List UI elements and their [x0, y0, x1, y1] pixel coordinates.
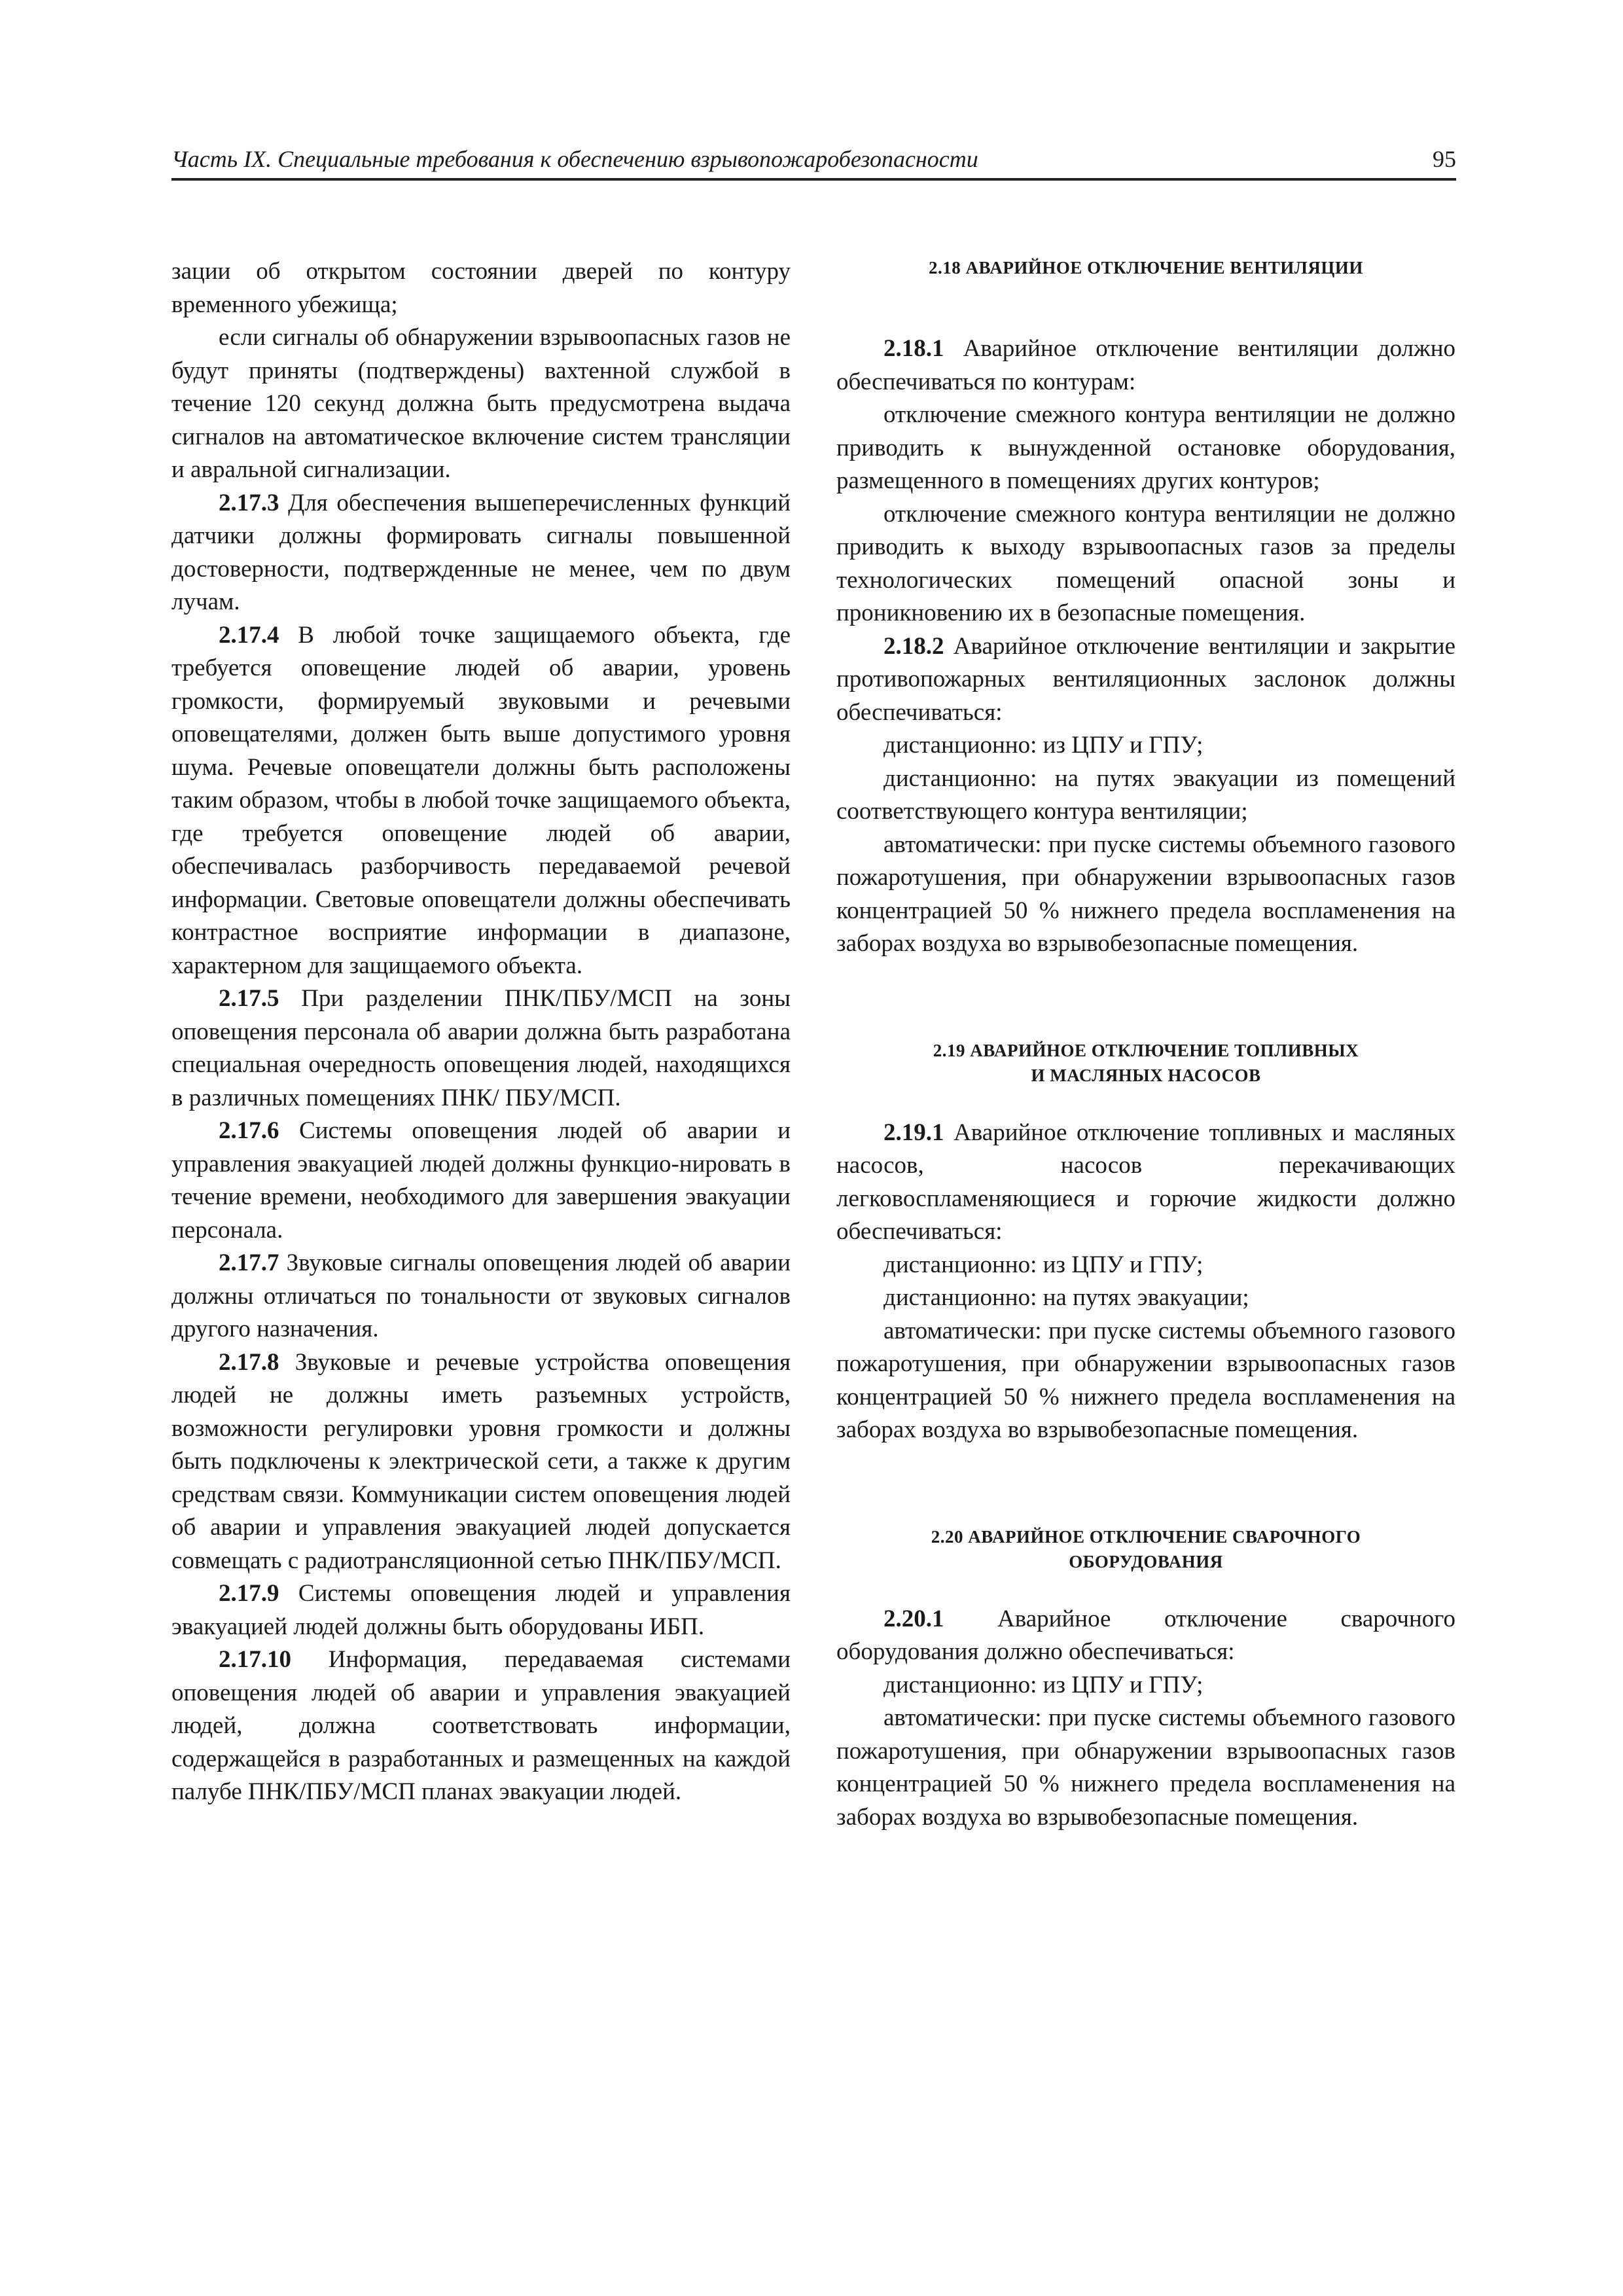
paragraph: автоматически: при пуске системы объемного газового пожаротушения, при обнаружении взрывоопасных газов концентрацией 50 % нижнего предела воспламенения на заборах воздуха во взрывобезопасные помещения.: [836, 1317, 1455, 1443]
paragraph: дистанционно: из ЦПУ и ГПУ;: [883, 1671, 1204, 1698]
clause-2-17-8: 2.17.8 Звуковые и речевые устройства оповещения людей не должны иметь разъемных устройств, возможности регулировки уровня громкости и должны быть подключены к электрической сети, а также к другим средствам связи. Коммуникации систем оповещения людей об аварии и управления эвакуацией людей допускается совмещать с радиотрансляционной сетью ПНК/ПБУ/МСП.: [171, 1348, 791, 1574]
header-rule: [171, 178, 1456, 181]
paragraph: если сигналы об обнаружении взрывоопасных газов не будут приняты (подтверждены) вахтенной службой в течение 120 секунд должна быть предусмотрена выдача сигналов на автоматическое включение систем трансляции и авральной сигнализации.: [171, 324, 791, 483]
clause-2-18-1: 2.18.1 Аварийное отключение вентиляции должно обеспечиваться по контурам:: [836, 335, 1455, 395]
section-title-2-18: 2.18 АВАРИЙНОЕ ОТКЛЮЧЕНИЕ ВЕНТИЛЯЦИИ: [929, 258, 1363, 278]
paragraph: дистанционно: из ЦПУ и ГПУ;: [883, 732, 1204, 759]
section-title-2-20: 2.20 АВАРИЙНОЕ ОТКЛЮЧЕНИЕ СВАРОЧНОГО ОБОРУДОВАНИЯ: [931, 1526, 1361, 1571]
clause-2-17-9: 2.17.9 Системы оповещения людей и управления эвакуацией людей должны быть оборудованы ИБП.: [171, 1580, 791, 1640]
clause-2-17-4: 2.17.4 В любой точке защищаемого объекта, где требуется оповещение людей об аварии, уровень громкости, формируемый звуковыми и речевыми оповещателями, должен быть выше допустимого уровня шума. Речевые оповещатели должны быть расположены таким образом, чтобы в любой точке защищаемого объекта, где требуется оповещение людей об аварии, обеспечивалась разборчивость передаваемой речевой информации. Световые оповещатели должны обеспечивать контрастное восприятие информации в диапазоне, характерном для защищаемого объекта.: [171, 621, 791, 979]
clause-2-17-7: 2.17.7 Звуковые сигналы оповещения людей об аварии должны отличаться по тональности от звуковых сигналов другого назначения.: [171, 1249, 791, 1342]
paragraph: дистанционно: из ЦПУ и ГПУ;: [883, 1251, 1204, 1278]
paragraph: дистанционно: на путях эвакуации из помещений соответствующего контура вентиляции;: [836, 764, 1455, 825]
clause-2-17-3: 2.17.3 Для обеспечения вышеперечисленных функций датчики должны формировать сигналы повышенной достоверности, подтвержденные не менее, чем по двум лучам.: [171, 489, 791, 615]
clause-2-18-2: 2.18.2 Аварийное отключение вентиляции и закрытие противопожарных вентиляционных заслонок должны обеспечиваться:: [836, 632, 1455, 726]
header-title: Часть IX. Специальные требования к обеспечению взрывопожаробезопасности: [171, 146, 978, 172]
paragraph: отключение смежного контура вентиляции не должно приводить к вынужденной остановке оборудования, размещенного в помещениях других контуров;: [836, 401, 1455, 494]
paragraph: автоматически: при пуске системы объемного газового пожаротушения, при обнаружении взрывоопасных газов концентрацией 50 % нижнего предела воспламенения на заборах воздуха во взрывобезопасные помещения.: [836, 1704, 1455, 1831]
clause-2-20-1: 2.20.1 Аварийное отключение сварочного оборудования должно обеспечиваться:: [836, 1605, 1455, 1665]
clause-2-17-6: 2.17.6 Системы оповещения людей об аварии и управления эвакуацией людей должны функцио-нировать в течение времени, необходимого для завершения эвакуации персонала.: [171, 1117, 791, 1244]
paragraph: автоматически: при пуске системы объемного газового пожаротушения, при обнаружении взрывоопасных газов концентрацией 50 % нижнего предела воспламенения на заборах воздуха во взрывобезопасные помещения.: [836, 831, 1455, 957]
clause-2-17-10: 2.17.10 Информация, передаваемая системами оповещения людей об аварии и управления эвакуацией людей, должна соответствовать информации, содержащейся в разработанных и размещенных на каждой палубе ПНК/ПБУ/МСП планах эвакуации людей.: [171, 1646, 791, 1805]
clause-2-17-5: 2.17.5 При разделении ПНК/ПБУ/МСП на зоны оповещения персонала об аварии должна быть разработана специальная очередность оповещения людей, находящихся в различных помещениях ПНК/ ПБУ/МСП.: [171, 985, 791, 1111]
paragraph: отключение смежного контура вентиляции не должно приводить к выходу взрывоопасных газов за пределы технологических помещений опасной зоны и проникновению их в безопасные помещения.: [836, 500, 1455, 626]
paragraph: дистанционно: на путях эвакуации;: [883, 1284, 1249, 1311]
section-title-2-19: 2.19 АВАРИЙНОЕ ОТКЛЮЧЕНИЕ ТОПЛИВНЫХ И МАСЛЯНЫХ НАСОСОВ: [933, 1040, 1359, 1085]
running-header: [171, 140, 1456, 179]
right-column: [836, 255, 1455, 1834]
paragraph: зации об открытом состоянии дверей по контуру временного убежища;: [171, 258, 791, 318]
clause-2-19-1: 2.19.1 Аварийное отключение топливных и масляных насосов, насосов перекачивающих легковоспламеняющиеся и горючие жидкости должно обеспечиваться:: [836, 1119, 1455, 1245]
left-column: [171, 255, 791, 1809]
page-number: 95: [1433, 146, 1456, 172]
